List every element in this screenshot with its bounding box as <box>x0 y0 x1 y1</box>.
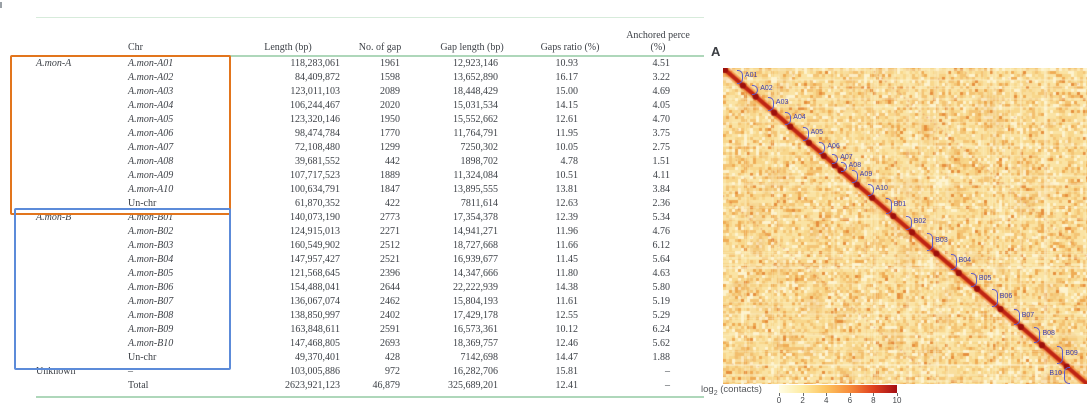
cell-chr: A.mon-A06 <box>128 128 174 139</box>
cell-value: 15,031,534 <box>453 100 498 111</box>
cell-value: 2591 <box>380 324 400 335</box>
table-row <box>36 365 704 379</box>
col-header-anchored <box>612 20 704 54</box>
cell-value: 2693 <box>380 338 400 349</box>
cell-value: 2.75 <box>652 142 670 153</box>
cell-value: 4.11 <box>652 170 670 181</box>
cell-group <box>36 225 128 239</box>
cell-value: 2271 <box>380 226 400 237</box>
cell-value: 121,568,645 <box>290 268 340 279</box>
cell-value: 14.15 <box>555 100 578 111</box>
cell-chr: A.mon-B04 <box>128 254 174 265</box>
table-row <box>36 351 704 365</box>
cell-value: 154,488,041 <box>290 282 340 293</box>
cell-value: 14,347,666 <box>453 268 498 279</box>
cell-value: – <box>665 366 670 377</box>
cell-value: 14.47 <box>555 352 578 363</box>
cell-value: 2521 <box>380 254 400 265</box>
cell-value: 1950 <box>380 114 400 125</box>
cell-chr: A.mon-A09 <box>128 170 174 181</box>
cell-value: 4.70 <box>652 114 670 125</box>
cell-value: 106,244,467 <box>290 100 340 111</box>
cell-group <box>36 323 128 337</box>
table-row <box>36 323 704 337</box>
cell-value: 1898,702 <box>460 156 498 167</box>
cell-chr: A.mon-B07 <box>128 296 174 307</box>
colorbar-gradient <box>779 385 897 393</box>
cell-value: 1598 <box>380 72 400 83</box>
chromosome-label-B04: B04 <box>958 257 972 265</box>
cell-value: 118,283,061 <box>290 58 340 69</box>
cell-value: 4.63 <box>652 268 670 279</box>
cell-value: 11.96 <box>555 226 578 237</box>
table-row <box>36 183 704 197</box>
cell-value: 2.36 <box>652 198 670 209</box>
cell-value: 1889 <box>380 170 400 181</box>
cell-value: 3.22 <box>652 72 670 83</box>
chromosome-label-B09: B09 <box>1065 349 1078 357</box>
cell-value: 2402 <box>380 310 400 321</box>
cell-value: 5.34 <box>652 212 670 223</box>
cell-group: Unknown <box>36 366 76 377</box>
col-header-gap-length: Gap length (bp) <box>440 42 504 53</box>
table-row <box>36 337 704 351</box>
table-row <box>36 197 704 211</box>
table-row <box>36 267 704 281</box>
cell-chr: A.mon-A04 <box>128 100 174 111</box>
cell-value: 22,222,939 <box>453 282 498 293</box>
table-row <box>36 57 704 71</box>
chromosome-label-A03: A03 <box>775 98 789 106</box>
table-row <box>36 113 704 127</box>
cell-value: 1961 <box>380 58 400 69</box>
cell-value: 442 <box>385 156 400 167</box>
table-row <box>36 71 704 85</box>
chromosome-label-A05: A05 <box>810 128 824 136</box>
cell-chr: A.mon-B06 <box>128 282 174 293</box>
cell-value: 13.81 <box>555 184 578 195</box>
table-row <box>36 99 704 113</box>
chromosome-label-A10: A10 <box>875 185 888 193</box>
cell-chr: A.mon-A10 <box>128 184 174 195</box>
cell-value: 11.66 <box>555 240 578 251</box>
cell-value: 5.29 <box>652 310 670 321</box>
table-row <box>36 379 704 393</box>
cell-group: A.mon-A <box>36 58 72 69</box>
chromosome-label-B02: B02 <box>913 218 927 226</box>
cell-group <box>36 113 128 127</box>
cell-group <box>36 379 128 393</box>
chromosome-label-B05: B05 <box>978 274 992 282</box>
cell-value: 4.76 <box>652 226 670 237</box>
cell-value: 12.61 <box>555 114 578 125</box>
col-header-no-of-gap: No. of gap <box>358 42 402 53</box>
cell-value: 12.41 <box>555 380 578 391</box>
cell-value: 6.24 <box>652 324 670 335</box>
cell-chr: A.mon-B05 <box>128 268 174 279</box>
cell-value: 11.45 <box>555 254 578 265</box>
cell-value: 147,957,427 <box>290 254 340 265</box>
cell-value: 18,369,757 <box>453 338 498 349</box>
cell-value: 13,895,555 <box>453 184 498 195</box>
col-header-anchored-line1: Anchored perce <box>626 30 690 41</box>
cell-chr: Un-chr <box>128 198 157 209</box>
table-row <box>36 141 704 155</box>
cell-value: 2512 <box>380 240 400 251</box>
cell-value: 1299 <box>380 142 400 153</box>
cell-chr: A.mon-A03 <box>128 86 174 97</box>
cell-value: 147,468,805 <box>290 338 340 349</box>
cell-group <box>36 295 128 309</box>
cell-value: 13,652,890 <box>453 72 498 83</box>
cell-chr: A.mon-A01 <box>128 58 174 69</box>
chromosome-label-B07: B07 <box>1021 312 1035 320</box>
cell-group <box>36 85 128 99</box>
cell-value: 107,717,523 <box>290 170 340 181</box>
cell-group <box>36 309 128 323</box>
table-row <box>36 169 704 183</box>
table-row <box>36 225 704 239</box>
cell-value: 2623,921,123 <box>285 380 340 391</box>
table-bottom-rule <box>36 396 704 398</box>
cell-chr: Un-chr <box>128 352 157 363</box>
cell-value: 15,552,662 <box>453 114 498 125</box>
cell-value: 72,108,480 <box>295 142 340 153</box>
chromosome-label-A09: A09 <box>859 171 873 179</box>
col-header-length: Length (bp) <box>264 42 312 53</box>
col-header-anchored-line2: (%) <box>650 42 666 53</box>
chromosome-label-B06: B06 <box>999 292 1013 300</box>
cell-value: 7811,614 <box>460 198 498 209</box>
chromosome-label-A06: A06 <box>827 143 840 151</box>
cell-value: 7250,302 <box>460 142 498 153</box>
col-header-group <box>36 20 128 54</box>
cell-value: 11.61 <box>555 296 578 307</box>
table-row <box>36 127 704 141</box>
table-top-rule <box>36 17 704 18</box>
cell-value: 2396 <box>380 268 400 279</box>
cell-value: 61,870,352 <box>295 198 340 209</box>
cell-value: 10.12 <box>555 324 578 335</box>
table-row <box>36 295 704 309</box>
cell-value: 972 <box>385 366 400 377</box>
cell-value: 16.17 <box>555 72 578 83</box>
cell-value: 16,573,361 <box>453 324 498 335</box>
cell-value: 2462 <box>380 296 400 307</box>
cell-value: 5.62 <box>652 338 670 349</box>
cell-value: 422 <box>385 198 400 209</box>
cell-value: 103,005,886 <box>290 366 340 377</box>
cell-group <box>36 169 128 183</box>
cell-value: 11,764,791 <box>453 128 498 139</box>
cell-value: 98,474,784 <box>295 128 340 139</box>
cell-value: 14.38 <box>555 282 578 293</box>
chromosome-label-B10: B10 <box>1049 370 1062 378</box>
cell-group <box>36 337 128 351</box>
colorbar-tick-label: 10 <box>892 396 902 405</box>
cell-value: 12,923,146 <box>453 58 498 69</box>
cell-value: 3.84 <box>652 184 670 195</box>
cell-value: 2089 <box>380 86 400 97</box>
cell-value: 140,073,190 <box>290 212 340 223</box>
cell-value: – <box>665 380 670 391</box>
cell-value: 4.69 <box>652 86 670 97</box>
cell-group <box>36 141 128 155</box>
edge-artifact <box>0 2 2 8</box>
cell-group <box>36 253 128 267</box>
assembly-stats-table <box>36 10 704 410</box>
cell-chr: A.mon-B09 <box>128 324 174 335</box>
cell-value: 136,067,074 <box>290 296 340 307</box>
chromosome-label-B01: B01 <box>893 200 907 208</box>
cell-value: 4.05 <box>652 100 670 111</box>
cell-value: 17,354,378 <box>453 212 498 223</box>
table-row <box>36 309 704 323</box>
cell-chr: A.mon-A02 <box>128 72 174 83</box>
cell-value: 2644 <box>380 282 400 293</box>
cell-chr: A.mon-B02 <box>128 226 174 237</box>
table-body <box>36 57 704 393</box>
cell-value: 17,429,178 <box>453 310 498 321</box>
hic-contact-heatmap <box>723 68 1087 384</box>
cell-value: 1.51 <box>652 156 670 167</box>
table-row <box>36 155 704 169</box>
cell-value: 1.88 <box>652 352 670 363</box>
cell-group <box>36 155 128 169</box>
cell-value: 10.93 <box>555 58 578 69</box>
cell-value: 14,941,271 <box>453 226 498 237</box>
cell-value: 18,727,668 <box>453 240 498 251</box>
chromosome-label-A04: A04 <box>793 113 806 121</box>
chromosome-label-B03: B03 <box>935 236 948 244</box>
table-header-row <box>36 20 704 54</box>
cell-value: 3.75 <box>652 128 670 139</box>
cell-chr: A.mon-B03 <box>128 240 174 251</box>
cell-value: 4.51 <box>652 58 670 69</box>
cell-value: 12.55 <box>555 310 578 321</box>
cell-value: 2020 <box>380 100 400 111</box>
cell-value: 15.81 <box>555 366 578 377</box>
cell-group <box>36 197 128 211</box>
table-row <box>36 211 704 225</box>
cell-value: 12.39 <box>555 212 578 223</box>
cell-value: 428 <box>385 352 400 363</box>
colorbar-tick-label: 2 <box>800 396 805 405</box>
cell-value: 160,549,902 <box>290 240 340 251</box>
panel-label-a: A <box>711 44 721 59</box>
cell-value: 5.64 <box>652 254 670 265</box>
cell-value: 12.46 <box>555 338 578 349</box>
cell-group <box>36 239 128 253</box>
cell-value: 1770 <box>380 128 400 139</box>
colorbar-tick-label: 8 <box>871 396 876 405</box>
cell-value: 18,448,429 <box>453 86 498 97</box>
cell-value: 100,634,791 <box>290 184 340 195</box>
cell-chr: A.mon-B08 <box>128 310 174 321</box>
cell-value: 7142,698 <box>460 352 498 363</box>
chromosome-label-B08: B08 <box>1042 330 1055 338</box>
cell-value: 124,915,013 <box>290 226 340 237</box>
cell-value: 138,850,997 <box>290 310 340 321</box>
cell-chr: A.mon-B01 <box>128 212 174 223</box>
cell-chr: A.mon-A05 <box>128 114 174 125</box>
cell-value: 10.51 <box>555 170 578 181</box>
cell-chr: A.mon-A07 <box>128 142 174 153</box>
cell-group <box>36 351 128 365</box>
cell-value: 2773 <box>380 212 400 223</box>
colorbar-tick-label: 0 <box>776 396 782 405</box>
cell-value: 11,324,084 <box>453 170 498 181</box>
cell-value: 4.78 <box>560 156 578 167</box>
cell-value: 163,848,611 <box>290 324 340 335</box>
cell-value: 84,409,872 <box>295 72 340 83</box>
cell-value: 5.80 <box>652 282 670 293</box>
cell-group <box>36 99 128 113</box>
col-header-chr: Chr <box>128 42 143 53</box>
colorbar-tick-label: 6 <box>847 396 853 405</box>
cell-value: 15,804,193 <box>453 296 498 307</box>
cell-value: 325,689,201 <box>448 380 498 391</box>
cell-value: 46,879 <box>372 380 400 391</box>
table-row <box>36 85 704 99</box>
cell-value: 1847 <box>380 184 400 195</box>
chromosome-label-A02: A02 <box>760 85 773 93</box>
cell-value: 49,370,401 <box>295 352 340 363</box>
chromosome-label-A07: A07 <box>840 154 853 162</box>
colorbar-ticks <box>776 393 902 409</box>
col-header-gaps-ratio: Gaps ratio (%) <box>540 42 600 53</box>
cell-value: 11.80 <box>555 268 578 279</box>
colorbar-tick-label: 4 <box>823 396 829 405</box>
cell-value: 6.12 <box>652 240 670 251</box>
table-row <box>36 253 704 267</box>
cell-value: 16,939,677 <box>453 254 498 265</box>
chromosome-label-A08: A08 <box>848 161 862 169</box>
cell-value: 39,681,552 <box>295 156 340 167</box>
cell-value: 123,320,146 <box>290 114 340 125</box>
cell-value: 11.95 <box>555 128 578 139</box>
cell-value: 123,011,103 <box>290 86 340 97</box>
cell-group: A.mon-B <box>36 212 72 223</box>
table-row <box>36 281 704 295</box>
cell-group <box>36 281 128 295</box>
cell-value: 15.00 <box>555 86 578 97</box>
table-row <box>36 239 704 253</box>
cell-value: 12.63 <box>555 198 578 209</box>
cell-chr: A.mon-A08 <box>128 156 174 167</box>
cell-group <box>36 183 128 197</box>
cell-value: 16,282,706 <box>453 366 498 377</box>
cell-chr: Total <box>128 380 149 391</box>
cell-group <box>36 127 128 141</box>
chromosome-label-A01: A01 <box>744 71 758 79</box>
cell-value: 10.05 <box>555 142 578 153</box>
colorbar-label: $\log_2$ (contacts) <box>701 384 762 397</box>
cell-group <box>36 267 128 281</box>
cell-chr: A.mon-B10 <box>128 338 174 349</box>
cell-group <box>36 71 128 85</box>
cell-value: 5.19 <box>652 296 670 307</box>
cell-chr: – <box>128 366 133 377</box>
